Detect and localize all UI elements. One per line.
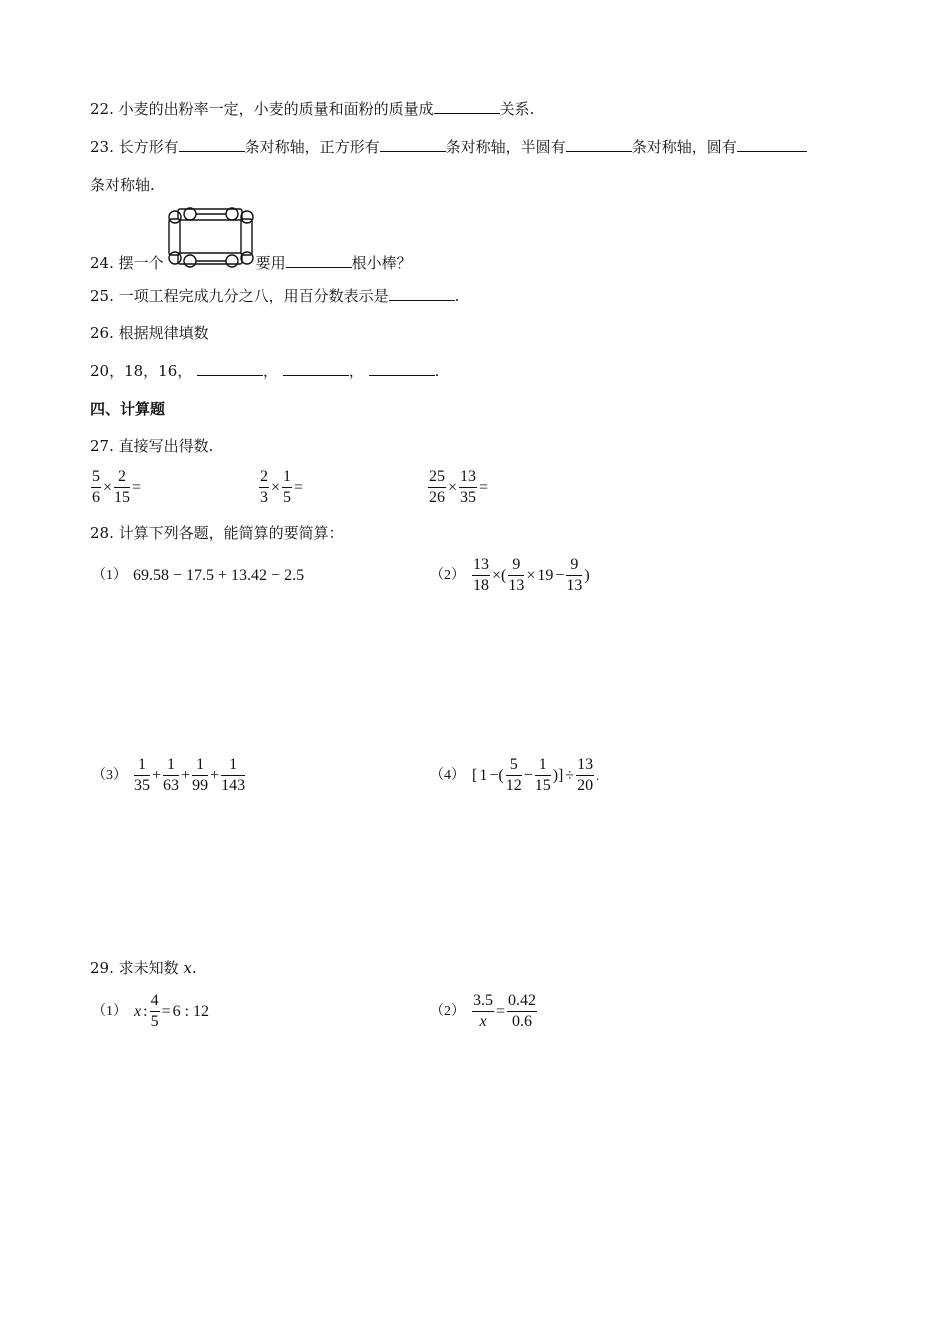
q27-text: 直接写出得数. xyxy=(118,437,214,455)
q23-blank-square[interactable] xyxy=(380,137,446,152)
q28-4-end: . xyxy=(596,768,600,783)
equals-sign: = xyxy=(161,1002,171,1020)
q26-blank-3[interactable] xyxy=(369,361,435,376)
plus-sign: + xyxy=(152,766,162,784)
q28-2-f1-den: 18 xyxy=(473,577,489,594)
times-sign: ×( xyxy=(492,566,507,584)
q29-1-rhs: 6 : 12 xyxy=(172,1002,210,1020)
q28-3-f3-den: 99 xyxy=(192,777,209,794)
q28-3-f3-num: 1 xyxy=(192,755,208,776)
q23-text-3: 条对称轴，半圆有 xyxy=(445,138,566,156)
q28-1-tag: （1） xyxy=(92,568,127,584)
q28-4-f3-num: 13 xyxy=(576,755,594,776)
minus-sign: − xyxy=(555,566,565,584)
q25-text-end: . xyxy=(454,287,460,305)
q26-blank-2[interactable] xyxy=(283,361,349,376)
q28-4-one: 1 xyxy=(479,766,488,784)
q29-2-right-num: 0.42 xyxy=(507,991,537,1012)
q27-1-frac-b-num: 2 xyxy=(114,467,130,488)
q28-4-f1-num: 5 xyxy=(506,755,522,776)
q27-item-1 xyxy=(90,467,142,508)
q29-part-1 xyxy=(92,991,210,1032)
q28-2-tag: （2） xyxy=(430,567,465,583)
q28-part-3 xyxy=(92,755,246,796)
question-24 xyxy=(90,253,412,273)
q28-4-tag: （4） xyxy=(430,767,465,783)
plus-sign: + xyxy=(210,766,220,784)
question-23-cont xyxy=(90,175,155,195)
q28-3-tag: （3） xyxy=(92,767,127,783)
q28-2-integer: 19 xyxy=(537,566,554,584)
q29-variable: x xyxy=(183,959,192,977)
question-29 xyxy=(90,958,197,978)
question-26 xyxy=(90,323,209,343)
q26-text: 根据规律填数 xyxy=(118,324,209,342)
q27-number: 27. xyxy=(90,437,114,455)
q26-number: 26. xyxy=(90,324,114,342)
open-bracket: [ xyxy=(472,766,478,784)
q24-number: 24. xyxy=(90,254,114,272)
close-paren-bracket: )] xyxy=(552,766,564,784)
q28-2-f2-den: 13 xyxy=(508,577,525,594)
q28-4-f2-num: 1 xyxy=(535,755,551,776)
q27-2-frac-a-num: 2 xyxy=(259,467,269,488)
equals-sign: = xyxy=(479,478,489,496)
q29-2-tag: （2） xyxy=(430,1003,465,1019)
q28-3-f1-num: 1 xyxy=(134,755,150,776)
q29-1-tag: （1） xyxy=(92,1003,127,1019)
q28-3-f1-den: 35 xyxy=(134,777,150,794)
times-sign: × xyxy=(448,478,458,496)
q28-2-f3-num: 9 xyxy=(566,555,582,576)
q27-item-3 xyxy=(427,467,489,508)
question-25 xyxy=(90,286,459,306)
q22-text: 小麦的出粉率一定，小麦的质量和面粉的质量成 xyxy=(118,100,434,118)
question-23 xyxy=(90,137,807,157)
question-22 xyxy=(90,99,534,119)
q22-text-end: 关系. xyxy=(499,100,535,118)
q24-text-end: 根小棒？ xyxy=(351,254,412,272)
q28-4-f1-den: 12 xyxy=(505,777,522,794)
q25-number: 25. xyxy=(90,287,114,305)
q28-2-f2-num: 9 xyxy=(508,555,524,576)
q27-2-frac-b-den: 5 xyxy=(283,489,292,506)
q29-part-2 xyxy=(430,991,538,1032)
q28-4-f3-den: 20 xyxy=(577,777,594,794)
q27-item-2 xyxy=(258,467,304,508)
q28-2-f1-num: 13 xyxy=(472,555,490,576)
q29-1-x: x xyxy=(134,1002,142,1020)
q27-1-frac-a-den: 6 xyxy=(92,489,100,506)
q28-part-4 xyxy=(430,755,600,796)
q28-3-f2-den: 63 xyxy=(163,777,180,794)
question-26-sequence xyxy=(90,361,439,381)
q27-3-frac-a-num: 25 xyxy=(428,467,446,488)
q26-end: . xyxy=(434,362,440,380)
q27-1-frac-b-den: 15 xyxy=(114,489,131,506)
equals-sign: = xyxy=(496,1002,506,1020)
q29-end: . xyxy=(191,959,197,977)
q28-3-f4-den: 143 xyxy=(221,777,246,794)
q25-answer-blank[interactable] xyxy=(389,286,455,301)
q28-part-2 xyxy=(430,555,591,596)
close-paren: ) xyxy=(584,566,590,584)
q27-3-frac-b-den: 35 xyxy=(460,489,477,506)
q26-sep-1: ， xyxy=(263,362,279,380)
ratio-sign: : xyxy=(143,1002,148,1020)
question-28 xyxy=(90,523,344,543)
q25-text: 一项工程完成九分之八，用百分数表示是 xyxy=(118,287,389,305)
q28-3-f2-num: 1 xyxy=(163,755,179,776)
q28-part-1 xyxy=(92,566,304,586)
q29-text: 求未知数 xyxy=(118,959,179,977)
q23-blank-circle[interactable] xyxy=(737,137,807,152)
times-sign: × xyxy=(271,478,281,496)
divide-sign: ÷ xyxy=(565,766,575,784)
q27-2-frac-b-num: 1 xyxy=(282,467,292,488)
q26-sequence-given: 20，18，16， xyxy=(90,362,193,380)
q22-answer-blank[interactable] xyxy=(434,99,500,114)
section-title: 四、计算题 xyxy=(90,400,166,418)
q23-text-5: 条对称轴. xyxy=(90,176,155,194)
q24-text: 摆一个 xyxy=(118,254,164,272)
q23-text-2: 条对称轴，正方形有 xyxy=(244,138,380,156)
q26-sep-2: ， xyxy=(348,362,364,380)
q28-text: 计算下列各题，能简算的要简算： xyxy=(118,524,344,542)
q22-number: 22. xyxy=(90,100,114,118)
q23-blank-rectangle[interactable] xyxy=(179,137,245,152)
q29-2-left-num: 3.5 xyxy=(472,991,494,1012)
q27-3-frac-a-den: 26 xyxy=(429,489,445,506)
question-27 xyxy=(90,436,213,456)
q23-blank-semicircle[interactable] xyxy=(566,137,632,152)
q28-4-f2-den: 15 xyxy=(534,777,551,794)
q28-1-expression: 69.58 − 17.5 + 13.42 − 2.5 xyxy=(133,567,305,584)
q24-text-mid: 要用 xyxy=(255,254,286,272)
q23-text-1: 长方形有 xyxy=(118,138,179,156)
times-sign: × xyxy=(103,478,113,496)
equals-sign: = xyxy=(132,478,142,496)
q29-1-num: 4 xyxy=(150,991,160,1012)
times-sign: × xyxy=(526,566,536,584)
q29-2-left-den: x xyxy=(479,1013,487,1030)
q26-blank-1[interactable] xyxy=(197,361,263,376)
plus-sign: + xyxy=(181,766,191,784)
q29-1-den: 5 xyxy=(150,1013,159,1030)
q27-1-frac-a-num: 5 xyxy=(91,467,101,488)
q27-2-frac-a-den: 3 xyxy=(260,489,268,506)
q27-3-frac-b-num: 13 xyxy=(459,467,477,488)
equals-sign: = xyxy=(294,478,304,496)
minus-paren: −( xyxy=(489,766,504,784)
q24-answer-blank[interactable] xyxy=(286,253,352,268)
q28-3-f4-num: 1 xyxy=(221,755,245,776)
q29-2-right-den: 0.6 xyxy=(512,1013,533,1030)
minus-sign: − xyxy=(523,766,533,784)
q28-2-f3-den: 13 xyxy=(566,577,583,594)
q23-number: 23. xyxy=(90,138,114,156)
q29-number: 29. xyxy=(90,959,114,977)
q28-number: 28. xyxy=(90,524,114,542)
q23-text-4: 条对称轴，圆有 xyxy=(631,138,737,156)
